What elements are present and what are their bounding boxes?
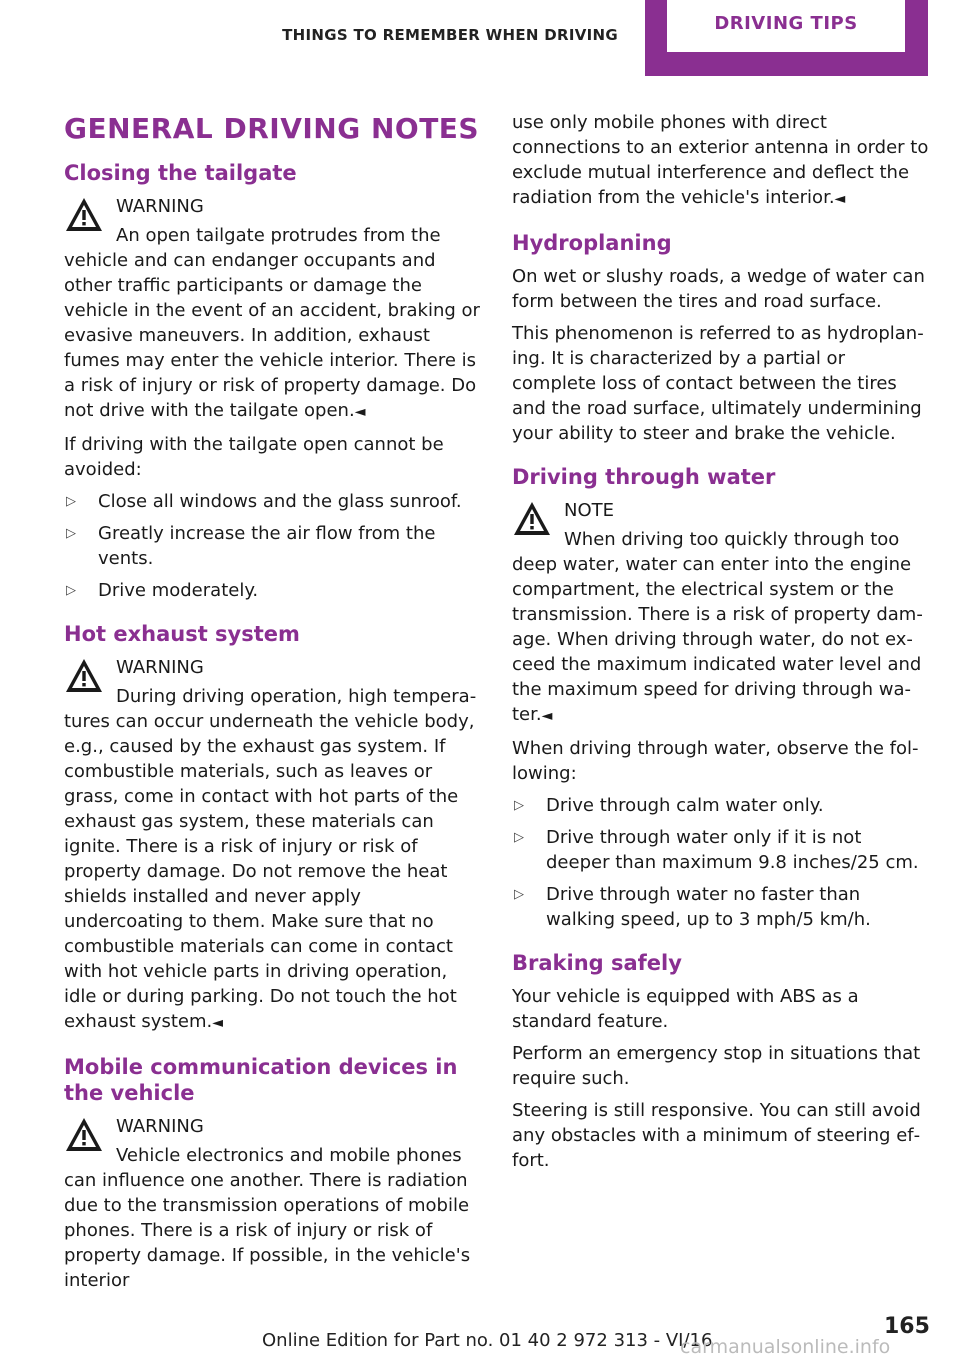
chapter-tab-label: DRIVING TIPS [667,0,905,52]
running-header-chapter: THINGS TO REMEMBER WHEN DRIVING [282,26,618,44]
warning-callout-tailgate [64,191,484,425]
paragraph: This phenomenon is referred to as hydroplaning. It is characterized by a partial or complete loss of contact between the tires and the road surface, ultimately undermining your ability to steer and brake the vehicle. [512,323,924,444]
end-mark: ◄ [834,191,846,207]
chapter-tab [645,0,928,76]
list-item: ▷ Drive through water only if it is not deeper than maximum 9.8 inches/25 cm. [514,827,919,873]
note-text: When driving too quickly through too deep water, water can enter into the engine compartment, the electrical system or the transmission. There is a risk of property damage. When driving through water, do not exceed the maximum indicated water level and the maximum speed for driving through water. [512,529,923,725]
warning-text-continued: use only mobile phones with direct connections to an exterior antenna in order to exclude mutual interference and deflect the radiation from the vehicle's interior. [512,112,929,208]
section-title-tailgate: Closing the tailgate [64,161,297,185]
section-title-hydroplaning: Hydroplaning [512,231,672,255]
water-intro: When driving through water, observe the following: [512,738,919,784]
note-label: NOTE [564,500,615,521]
tailgate-list [64,489,484,603]
bullet-triangle-icon: ▷ [514,798,524,813]
page-number: 165 [884,1314,930,1339]
end-mark: ◄ [212,1015,223,1031]
bullet-triangle-icon: ▷ [66,526,76,541]
paragraph: Your vehicle is equipped with ABS as a standard feature. [512,986,859,1032]
warning-text: During driving operation, high temperatures can occur underneath the vehicle body, e.g., caused by the exhaust gas system. If combustible materials, such as leaves or grass, come in contact with hot parts of the exhaust gas system, these materials can ignite. There is a risk of injury or risk of property damage. Do not remove the heat shields installed and never apply undercoating to them. Make sure that no combustible materials can come in contact with hot vehicle parts in driving operation, idle or during parking. Do not touch the hot exhaust system. [64,686,477,1032]
section-title-mobile: Mobile communication devices in the vehicle [64,1055,458,1105]
bullet-triangle-icon: ▷ [514,887,524,902]
warning-label: WARNING [116,1116,204,1137]
paragraph: Perform an emergency stop in situations that require such. [512,1043,921,1089]
warning-text: An open tailgate protrudes from the vehicle and can endanger occupants and other traffic participants or damage the vehicle in the event of an accident, braking or evasive maneuvers. In addition, exhaust fumes may enter the vehicle interior. There is a risk of injury or risk of property damage. Do not drive with the tailgate open. [64,225,480,421]
bullet-triangle-icon: ▷ [66,494,76,509]
right-column [512,110,930,1180]
warning-callout-exhaust [64,652,484,1036]
footer-edition: Online Edition for Part no. 01 40 2 972 313 - VI/16 [262,1330,713,1351]
paragraph: Steering is still responsive. You can still avoid any obstacles with a minimum of steering effort. [512,1100,921,1171]
warning-label: WARNING [116,657,204,678]
warning-text: Vehicle electronics and mobile phones can influence one another. There is radiation due to the transmission operations of mobile phones. There is a risk of injury or risk of property damage. If possible, in the vehicle's interior [64,1145,471,1291]
warning-triangle-icon [512,499,552,539]
list-item: ▷ Drive through calm water only. [514,795,824,816]
section-title-exhaust: Hot exhaust system [64,622,300,646]
bullet-triangle-icon: ▷ [66,583,76,598]
section-title-water: Driving through water [512,465,776,489]
warning-triangle-icon [64,1115,104,1155]
list-item: ▷ Close all windows and the glass sunroof. [66,491,462,512]
end-mark: ◄ [541,708,553,724]
watermark: carmanualsonline.info [680,1336,891,1358]
end-mark: ◄ [354,404,366,420]
page-heading: GENERAL DRIVING NOTES [64,112,480,145]
list-item: ▷ Drive through water no faster than walking speed, up to 3 mph/5 km/h. [514,884,871,930]
water-list [512,793,930,932]
bullet-triangle-icon: ▷ [514,830,524,845]
tailgate-intro: If driving with the tailgate open cannot be avoided: [64,434,444,480]
list-item: ▷ Drive moderately. [66,580,259,601]
list-item: ▷ Greatly increase the air flow from the vents. [66,523,436,569]
warning-triangle-icon [64,656,104,696]
paragraph: On wet or slushy roads, a wedge of water can form between the tires and road surface. [512,266,925,312]
section-title-braking: Braking safely [512,951,682,975]
warning-label: WARNING [116,196,204,217]
warning-callout-mobile [64,1111,484,1293]
note-callout-water [512,495,930,729]
warning-triangle-icon [64,195,104,235]
left-column [64,108,484,1300]
